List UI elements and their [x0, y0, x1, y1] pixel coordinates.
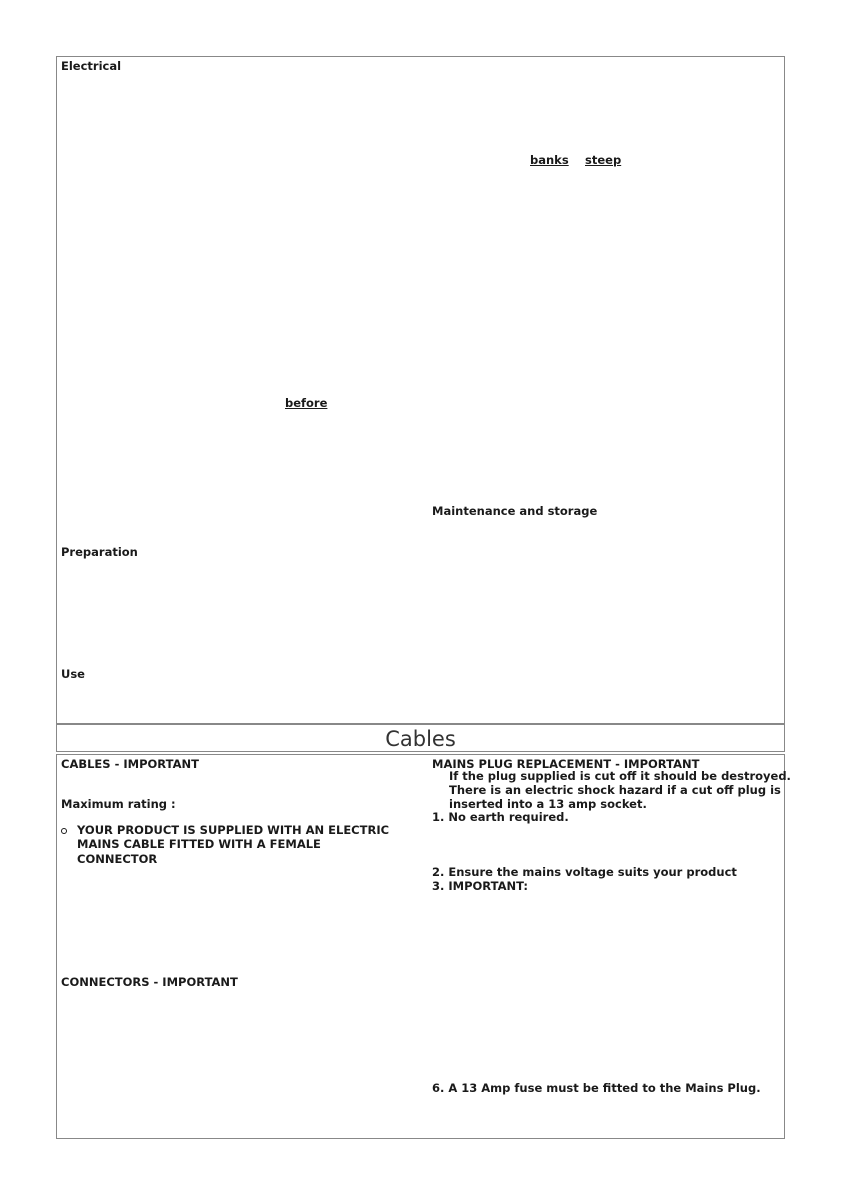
bullet-line-1: YOUR PRODUCT IS SUPPLIED WITH AN ELECTRIC: [77, 823, 390, 837]
word-before: before: [285, 396, 328, 410]
item-2: 2. Ensure the mains voltage suits your product: [432, 865, 737, 879]
bullet-line-2: MAINS CABLE FITTED WITH A FEMALE: [77, 837, 321, 851]
bullet-line-3: CONNECTOR: [77, 852, 158, 866]
intro-line-2: There is an electric shock hazard if a cut off plug is: [449, 783, 781, 797]
word-banks: banks: [530, 153, 569, 167]
max-rating-label: Maximum rating :: [61, 797, 176, 811]
maintenance-heading: Maintenance and storage: [432, 504, 598, 518]
intro-line-3: inserted into a 13 amp socket.: [449, 797, 647, 811]
item-3: 3. IMPORTANT:: [432, 879, 528, 893]
intro-line-1: If the plug supplied is cut off it should be destroyed.: [449, 769, 791, 783]
item-1: 1. No earth required.: [432, 810, 569, 824]
banner-title: Cables: [385, 727, 456, 751]
cables-banner: [56, 724, 785, 752]
upper-section: [56, 56, 785, 724]
mains-plug-heading: MAINS PLUG REPLACEMENT - IMPORTANT: [432, 757, 700, 771]
word-steep: steep: [585, 153, 622, 167]
preparation-heading: Preparation: [61, 545, 138, 559]
connectors-heading: CONNECTORS - IMPORTANT: [61, 975, 238, 989]
item-6: 6. A 13 Amp fuse must be fitted to the Mains Plug.: [432, 1081, 761, 1095]
lower-section: [56, 754, 791, 1139]
electrical-heading: Electrical: [61, 59, 122, 73]
use-heading: Use: [61, 667, 85, 681]
cables-heading: CABLES - IMPORTANT: [61, 757, 199, 771]
bullet-icon: [61, 828, 67, 834]
